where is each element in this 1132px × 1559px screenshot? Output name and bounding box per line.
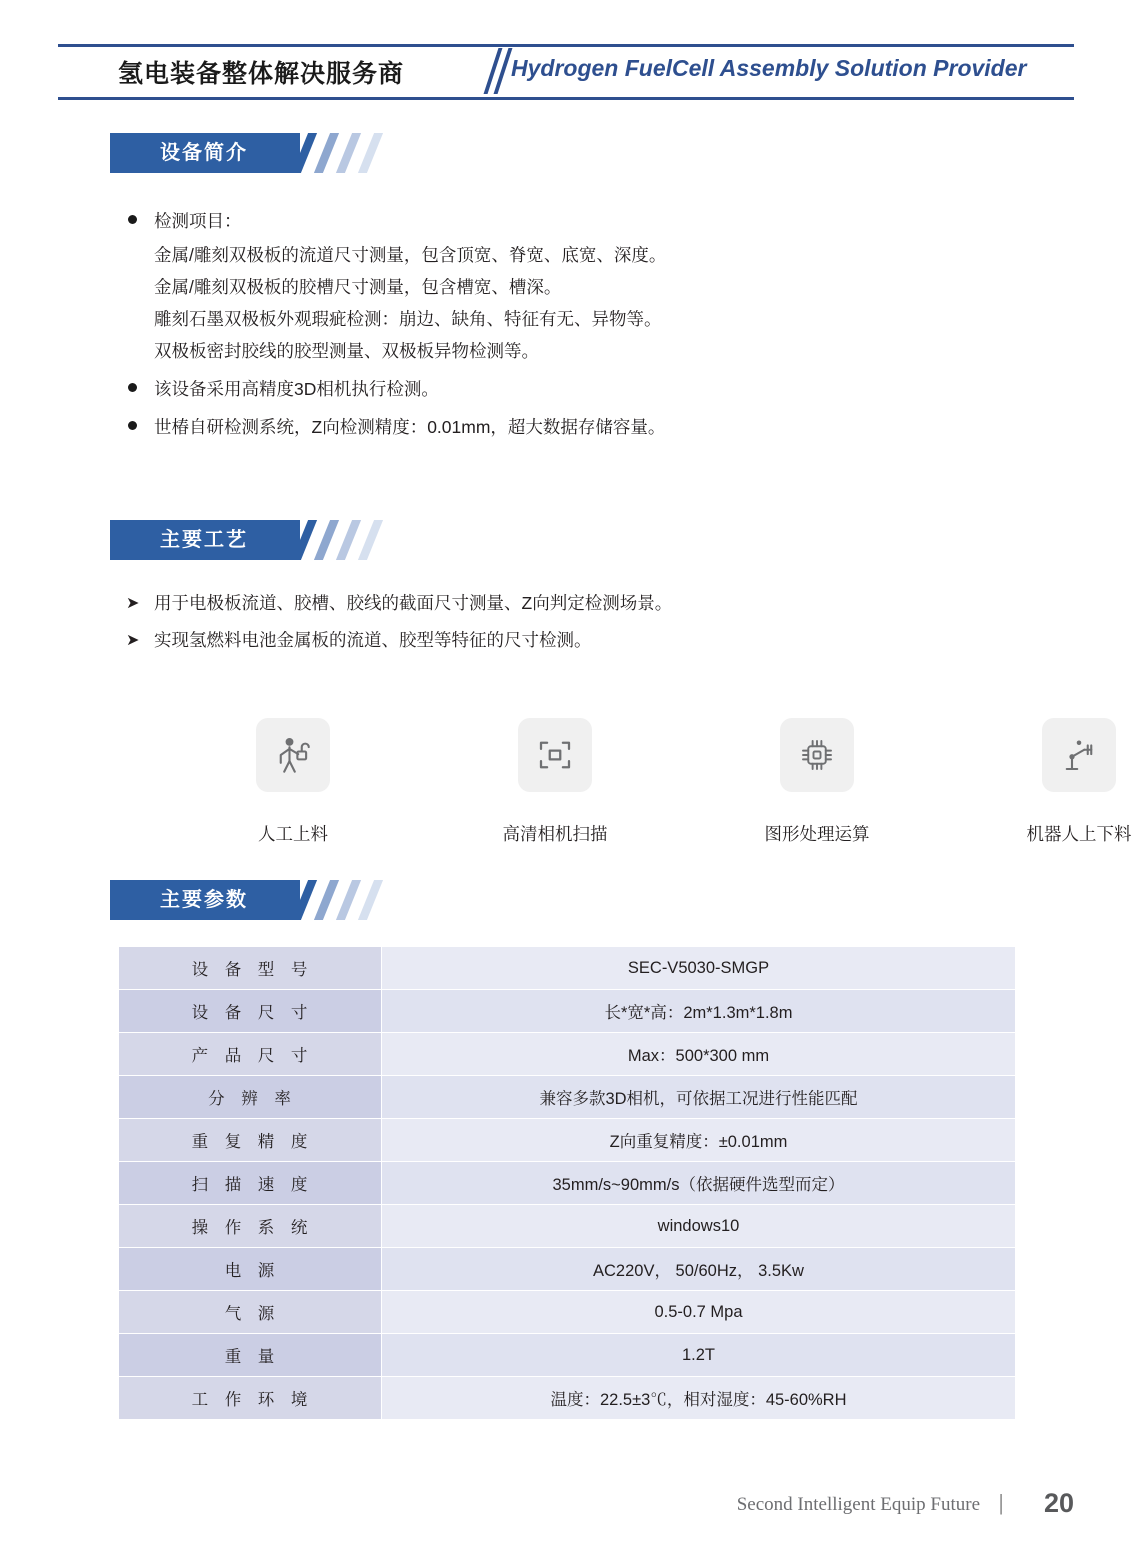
param-value: SEC-V5030-SMGP: [382, 947, 1016, 990]
param-value: Z向重复精度：±0.01mm: [382, 1119, 1016, 1162]
table-row: [119, 1076, 1016, 1119]
footer-slogan: Second Intelligent Equip Future: [736, 1494, 980, 1515]
table-row: [119, 1205, 1016, 1248]
icon-caption: 机器人上下料: [1026, 824, 1132, 844]
icon-caption: 高清相机扫描: [502, 824, 608, 844]
param-key: 电 源: [119, 1248, 382, 1291]
section-title-process: 主要工艺: [160, 529, 248, 551]
section-banner-process: [110, 520, 430, 560]
arrow-bullet-icon: ➤: [126, 632, 140, 649]
section-title-params: 主要参数: [160, 889, 248, 911]
footer-separator: |: [998, 1490, 1004, 1515]
bullet-item: [118, 373, 1018, 405]
param-key: 工 作 环 境: [119, 1377, 382, 1420]
intro-sub-line: 金属/雕刻双极板的流道尺寸测量，包含顶宽、脊宽、底宽、深度。: [154, 245, 667, 265]
param-value: 温度：22.5±3℃，相对湿度：45-60%RH: [382, 1377, 1016, 1420]
param-value: 0.5-0.7 Mpa: [382, 1291, 1016, 1334]
param-value: 35mm/s~90mm/s（依据硬件选型而定）: [382, 1162, 1016, 1205]
intro-sub-line: 雕刻石墨双极板外观瑕疵检测：崩边、缺角、特征有无、异物等。: [154, 309, 662, 329]
section-banner-params: [110, 880, 430, 920]
intro-sub-line: 双极板密封胶线的胶型测量、双极板异物检测等。: [154, 341, 539, 361]
param-key: 设 备 型 号: [119, 947, 382, 990]
header-title-en: Hydrogen FuelCell Assembly Solution Provider: [511, 55, 1027, 81]
robot-arm-icon: [1042, 718, 1116, 792]
param-value: windows10: [382, 1205, 1016, 1248]
bullet-dot-icon: [128, 421, 137, 430]
process-item-text: 用于电极板流道、胶槽、胶线的截面尺寸测量、Z向判定检测场景。: [154, 593, 673, 613]
param-value: 1.2T: [382, 1334, 1016, 1377]
table-row: [119, 1334, 1016, 1377]
bullet-dot-icon: [128, 215, 137, 224]
param-key: 操 作 系 统: [119, 1205, 382, 1248]
table-row: [119, 947, 1016, 990]
manual-loading-icon: [256, 718, 330, 792]
section-title-intro: 设备简介: [160, 142, 248, 164]
header-slash-decoration: [487, 48, 513, 94]
param-key: 产 品 尺 寸: [119, 1033, 382, 1076]
table-row: [119, 1033, 1016, 1076]
param-value: 兼容多款3D相机，可依据工况进行性能匹配: [382, 1076, 1016, 1119]
table-row: [119, 1291, 1016, 1334]
icon-caption: 人工上料: [258, 824, 328, 844]
page-footer: [0, 1488, 1132, 1528]
camera-scan-icon: [518, 718, 592, 792]
bullet-text: 世椿自研检测系统，Z向检测精度：0.01mm，超大数据存储容量。: [154, 417, 666, 437]
param-value: AC220V， 50/60Hz， 3.5Kw: [382, 1248, 1016, 1291]
process-item: [118, 588, 1018, 619]
process-icon-row: [110, 718, 1132, 863]
param-key: 设 备 尺 寸: [119, 990, 382, 1033]
table-row: [119, 1119, 1016, 1162]
bullet-text: 检测项目：: [154, 211, 242, 231]
param-key: 扫 描 速 度: [119, 1162, 382, 1205]
process-item: [118, 625, 1018, 656]
header-title-cn: 氢电装备整体解决服务商: [118, 60, 405, 88]
page-number: 20: [1043, 1488, 1074, 1518]
table-row: [119, 1377, 1016, 1420]
param-key: 气 源: [119, 1291, 382, 1334]
icon-item-camera-scan: [440, 718, 670, 846]
header-top-rule: [58, 44, 1074, 47]
section-banner-intro: [110, 133, 430, 173]
table-row: [119, 1162, 1016, 1205]
parameter-table: [118, 946, 1016, 1420]
bullet-item: [118, 411, 1018, 443]
param-key: 重 复 精 度: [119, 1119, 382, 1162]
icon-item-manual-loading: [178, 718, 408, 846]
param-key: 分 辨 率: [119, 1076, 382, 1119]
process-item-text: 实现氢燃料电池金属板的流道、胶型等特征的尺寸检测。: [154, 630, 592, 650]
param-key: 重 量: [119, 1334, 382, 1377]
page-header: [0, 44, 1132, 100]
intro-content: [118, 205, 1018, 445]
bullet-item: [118, 205, 1018, 237]
process-content: [118, 588, 1018, 662]
icon-item-robot-arm: [964, 718, 1132, 846]
param-value: 长*宽*高：2m*1.3m*1.8m: [382, 990, 1016, 1033]
table-row: [119, 990, 1016, 1033]
intro-sub-line: 金属/雕刻双极板的胶槽尺寸测量，包含槽宽、槽深。: [154, 277, 562, 297]
bullet-text: 该设备采用高精度3D相机执行检测。: [154, 379, 439, 399]
icon-caption: 图形处理运算: [764, 824, 870, 844]
bullet-dot-icon: [128, 383, 137, 392]
header-bottom-rule: [58, 97, 1074, 100]
image-processing-chip-icon: [780, 718, 854, 792]
table-row: [119, 1248, 1016, 1291]
arrow-bullet-icon: ➤: [126, 595, 140, 612]
param-value: Max：500*300 mm: [382, 1033, 1016, 1076]
icon-item-image-processing: [702, 718, 932, 846]
